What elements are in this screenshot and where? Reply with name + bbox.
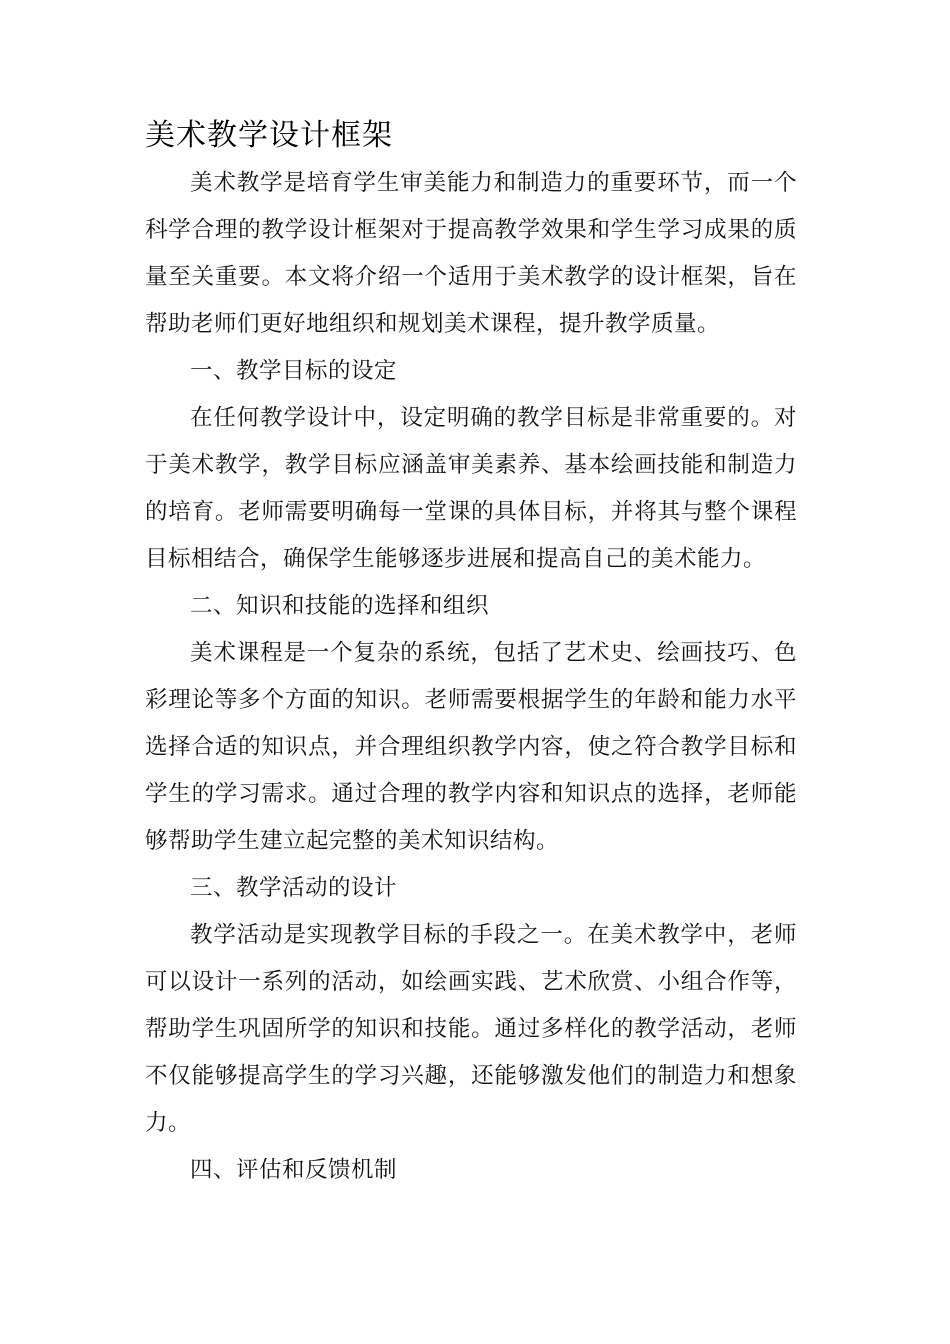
intro-paragraph: 美术教学是培育学生审美能力和制造力的重要环节，而一个科学合理的教学设计框架对于提高教学效果和学生学习成果的质量至关重要。本文将介绍一个适用于美术教学的设计框架，旨在帮助老师们更好地组织和规划美术课程，提升教学质量。 xyxy=(145,170,797,337)
section-paragraph-1: 在任何教学设计中，设定明确的教学目标是非常重要的。对于美术教学，教学目标应涵盖审美素养、基本绘画技能和制造力的培育。老师需要明确每一堂课的具体目标，并将其与整个课程目标相结合，确保学生能够逐步进展和提高自己的美术能力。 xyxy=(145,405,797,572)
document-title: 美术教学设计框架 xyxy=(145,118,393,153)
section-heading-3: 三、教学活动的设计 xyxy=(190,875,398,901)
section-heading-2: 二、知识和技能的选择和组织 xyxy=(190,593,490,619)
document-body xyxy=(145,112,797,1194)
section-heading-4: 四、评估和反馈机制 xyxy=(190,1157,398,1183)
section-paragraph-2: 美术课程是一个复杂的系统，包括了艺术史、绘画技巧、色彩理论等多个方面的知识。老师需要根据学生的年龄和能力水平选择合适的知识点，并合理组织教学内容，使之符合教学目标和学生的学习需求。通过合理的教学内容和知识点的选择，老师能够帮助学生建立起完整的美术知识结构。 xyxy=(145,640,797,854)
section-paragraph-3: 教学活动是实现教学目标的手段之一。在美术教学中，老师可以设计一系列的活动，如绘画实践、艺术欣赏、小组合作等，帮助学生巩固所学的知识和技能。通过多样化的教学活动，老师不仅能够提高学生的学习兴趣，还能够激发他们的制造力和想象力。 xyxy=(145,922,797,1136)
section-heading-1: 一、教学目标的设定 xyxy=(190,358,398,384)
